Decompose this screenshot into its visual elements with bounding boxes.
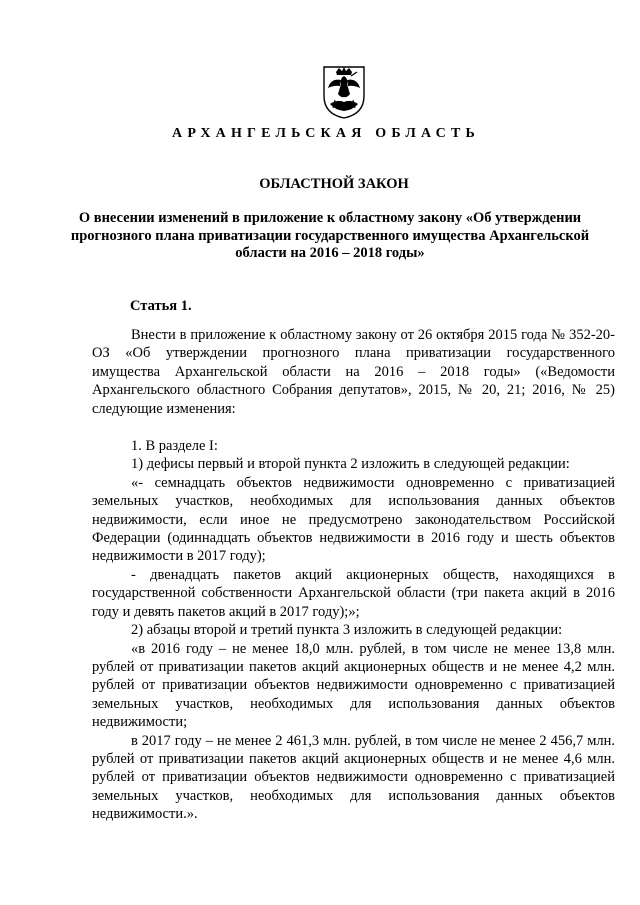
paragraph-item-2: 2) абзацы второй и третий пункта 3 изложить в следующей редакции: [131, 622, 563, 639]
law-type-heading: ОБЛАСТНОЙ ЗАКОН [259, 176, 409, 192]
paragraph-dash-1: «- семнадцать объектов недвижимости одновременно с приватизацией земельных участков, необходимых для использования данных объектов недвижимости, если иное не предусмотрено законодательством Российской Федерации (одиннадцать объектов недвижимости в 2016 году и шесть объектов недвижимости в 2017 году); [92, 474, 615, 565]
paragraph-dash-2: - двенадцать пакетов акций акционерных обществ, находящихся в государственной собственности Архангельской области (три пакета акций в 2016 году и девять пакетов акций в 2017 году);»; [92, 566, 615, 620]
law-body [92, 326, 615, 824]
paragraph-2017: в 2017 году – не менее 2 461,3 млн. рублей, в том числе не менее 2 456,7 млн. рублей от приватизации пакетов акций акционерных обществ и не менее 4,6 млн. рублей от приватизации объектов недвижимости одновременно с приватизацией земельных участков, необходимых для использования данных объектов недвижимости.». [92, 732, 615, 823]
paragraph-section-1: 1. В разделе I: [131, 438, 218, 455]
paragraph-item-1: 1) дефисы первый и второй пункта 2 изложить в следующей редакции: [131, 456, 570, 473]
paragraph-intro: Внести в приложение к областному закону от 26 октября 2015 года № 352-20-ОЗ «Об утверждении прогнозного плана приватизации государственного имущества Архангельской области на 2016 – 2018 годы» («Ведомости Архангельского областного Собрания депутатов», 2015, № 20, 21; 2016, № 25) следующие изменения: [92, 327, 615, 417]
article-heading: Статья 1. [130, 298, 192, 314]
paragraph-2016: «в 2016 году – не менее 18,0 млн. рублей, в том числе не менее 13,8 млн. рублей от приватизации пакетов акций акционерных обществ и не менее 4,2 млн. рублей от приватизации объектов недвижимости одновременно с приватизацией земельных участков, необходимых для использования данных объектов недвижимости; [92, 640, 615, 731]
law-title: О внесении изменений в приложение к областному закону «Об утверждении прогнозного плана приватизации государственного имущества Архангельской области на 2016 – 2018 годы» [70, 210, 590, 261]
coat-of-arms-icon [321, 64, 367, 120]
region-name: АРХАНГЕЛЬСКАЯ ОБЛАСТЬ [172, 126, 480, 141]
